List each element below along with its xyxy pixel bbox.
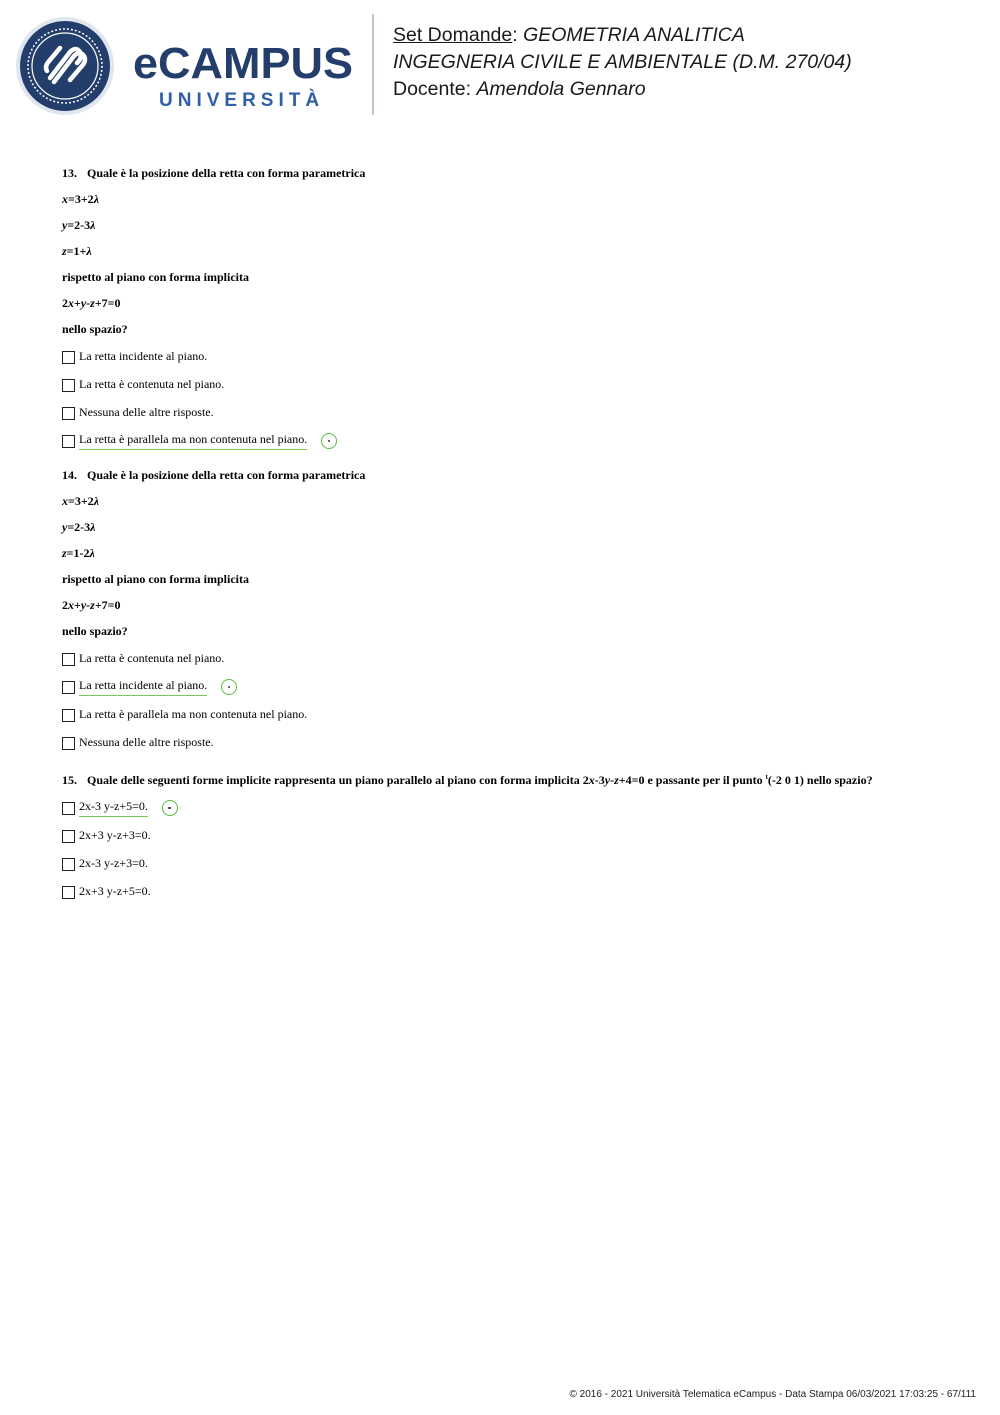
header-info — [393, 22, 852, 103]
answer-text: 2x-3 y-z+3=0. — [79, 855, 148, 870]
answer-checkbox[interactable] — [62, 802, 75, 815]
answer-checkbox[interactable] — [62, 737, 75, 750]
answer-option-correct[interactable] — [62, 799, 962, 817]
equation-z: z=1-2λ — [62, 546, 95, 560]
equation-y: y=2-3λ — [62, 520, 96, 534]
set-separator: : — [512, 24, 524, 46]
answer-option[interactable] — [62, 706, 962, 724]
answer-option[interactable] — [62, 404, 962, 422]
question-tail-text: nello spazio? — [62, 322, 128, 336]
equation-x: x=3+2λ — [62, 192, 100, 206]
question-title — [62, 166, 962, 180]
answer-option[interactable] — [62, 855, 962, 873]
answer-checkbox[interactable] — [62, 379, 75, 392]
answer-text: La retta è contenuta nel piano. — [79, 650, 225, 665]
answer-text: La retta incidente al piano. — [79, 348, 208, 363]
question-list — [62, 160, 962, 919]
page-footer: © 2016 - 2021 Università Telematica eCampus - Data Stampa 06/03/2021 17:03:25 - 67/111 — [569, 1389, 976, 1400]
answer-option[interactable] — [62, 734, 962, 752]
answer-checkbox[interactable] — [62, 351, 75, 364]
equation-z: z=1+λ — [62, 244, 92, 258]
plane-equation: 2x+y-z+7=0 — [62, 296, 121, 310]
ecampus-wordmark-logo — [133, 40, 357, 112]
question-14 — [62, 468, 962, 752]
answer-option[interactable] — [62, 827, 962, 845]
answer-text: La retta è contenuta nel piano. — [79, 376, 225, 391]
question-title: 15. Quale delle seguenti forme implicite rappresenta un piano parallelo al piano con forma implicita 2x-3y-z+4=0 e passante per il punto $^t$(-2 0 1) nello spazio? — [62, 773, 873, 787]
set-label: Set Domande — [393, 24, 513, 46]
question-title — [62, 468, 962, 482]
answer-text: 2x+3 y-z+5=0. — [79, 883, 151, 898]
logo-sub-text: UNIVERSITÀ — [159, 90, 325, 111]
answer-checkbox[interactable] — [62, 407, 75, 420]
question-text: Quale è la posizione della retta con forma parametrica — [87, 166, 366, 180]
question-number: 15. — [62, 773, 77, 787]
answer-text: 2x-3 y-z+5=0. — [79, 799, 148, 817]
answer-option-correct[interactable] — [62, 432, 962, 450]
question-number: 14. — [62, 468, 77, 482]
logo-word-text: eCAMPUS — [133, 40, 353, 88]
answer-checkbox[interactable] — [62, 858, 75, 871]
correct-answer-icon — [221, 679, 237, 695]
question-number: 13. — [62, 166, 77, 180]
ecampus-seal-logo — [14, 16, 116, 116]
answer-checkbox[interactable] — [62, 886, 75, 899]
docente-line — [393, 76, 852, 103]
docente-name: Amendola Gennaro — [476, 78, 646, 100]
answer-option[interactable] — [62, 883, 962, 901]
answer-text: Nessuna delle altre risposte. — [79, 404, 214, 419]
question-text: Quale è la posizione della retta con forma parametrica — [87, 468, 366, 482]
header-divider — [372, 14, 374, 115]
question-middle-text: rispetto al piano con forma implicita — [62, 270, 249, 284]
question-tail-text: nello spazio? — [62, 624, 128, 638]
answer-option[interactable] — [62, 376, 962, 394]
answer-checkbox[interactable] — [62, 653, 75, 666]
answer-checkbox[interactable] — [62, 830, 75, 843]
equation-x: x=3+2λ — [62, 494, 100, 508]
degree-line: INGEGNERIA CIVILE E AMBIENTALE (D.M. 270/04) — [393, 51, 852, 73]
question-middle-text: rispetto al piano con forma implicita — [62, 572, 249, 586]
set-line — [393, 22, 852, 49]
answer-checkbox[interactable] — [62, 435, 75, 448]
question-15 — [62, 770, 962, 901]
course-title: GEOMETRIA ANALITICA — [523, 24, 745, 46]
docente-label: Docente: — [393, 78, 477, 100]
answer-text: La retta è parallela ma non contenuta nel piano. — [79, 706, 308, 721]
answer-text: Nessuna delle altre risposte. — [79, 734, 214, 749]
question-13 — [62, 166, 962, 450]
answer-checkbox[interactable] — [62, 709, 75, 722]
answer-text: La retta è parallela ma non contenuta nel piano. — [79, 432, 307, 450]
answer-checkbox[interactable] — [62, 681, 75, 694]
correct-answer-icon — [321, 433, 337, 449]
answer-option-correct[interactable] — [62, 678, 962, 696]
answer-option[interactable] — [62, 348, 962, 366]
answer-text: La retta incidente al piano. — [79, 678, 207, 696]
correct-answer-icon — [162, 800, 178, 816]
plane-equation: 2x+y-z+7=0 — [62, 598, 121, 612]
answer-text: 2x+3 y-z+3=0. — [79, 827, 151, 842]
equation-y: y=2-3λ — [62, 218, 96, 232]
answer-option[interactable] — [62, 650, 962, 668]
